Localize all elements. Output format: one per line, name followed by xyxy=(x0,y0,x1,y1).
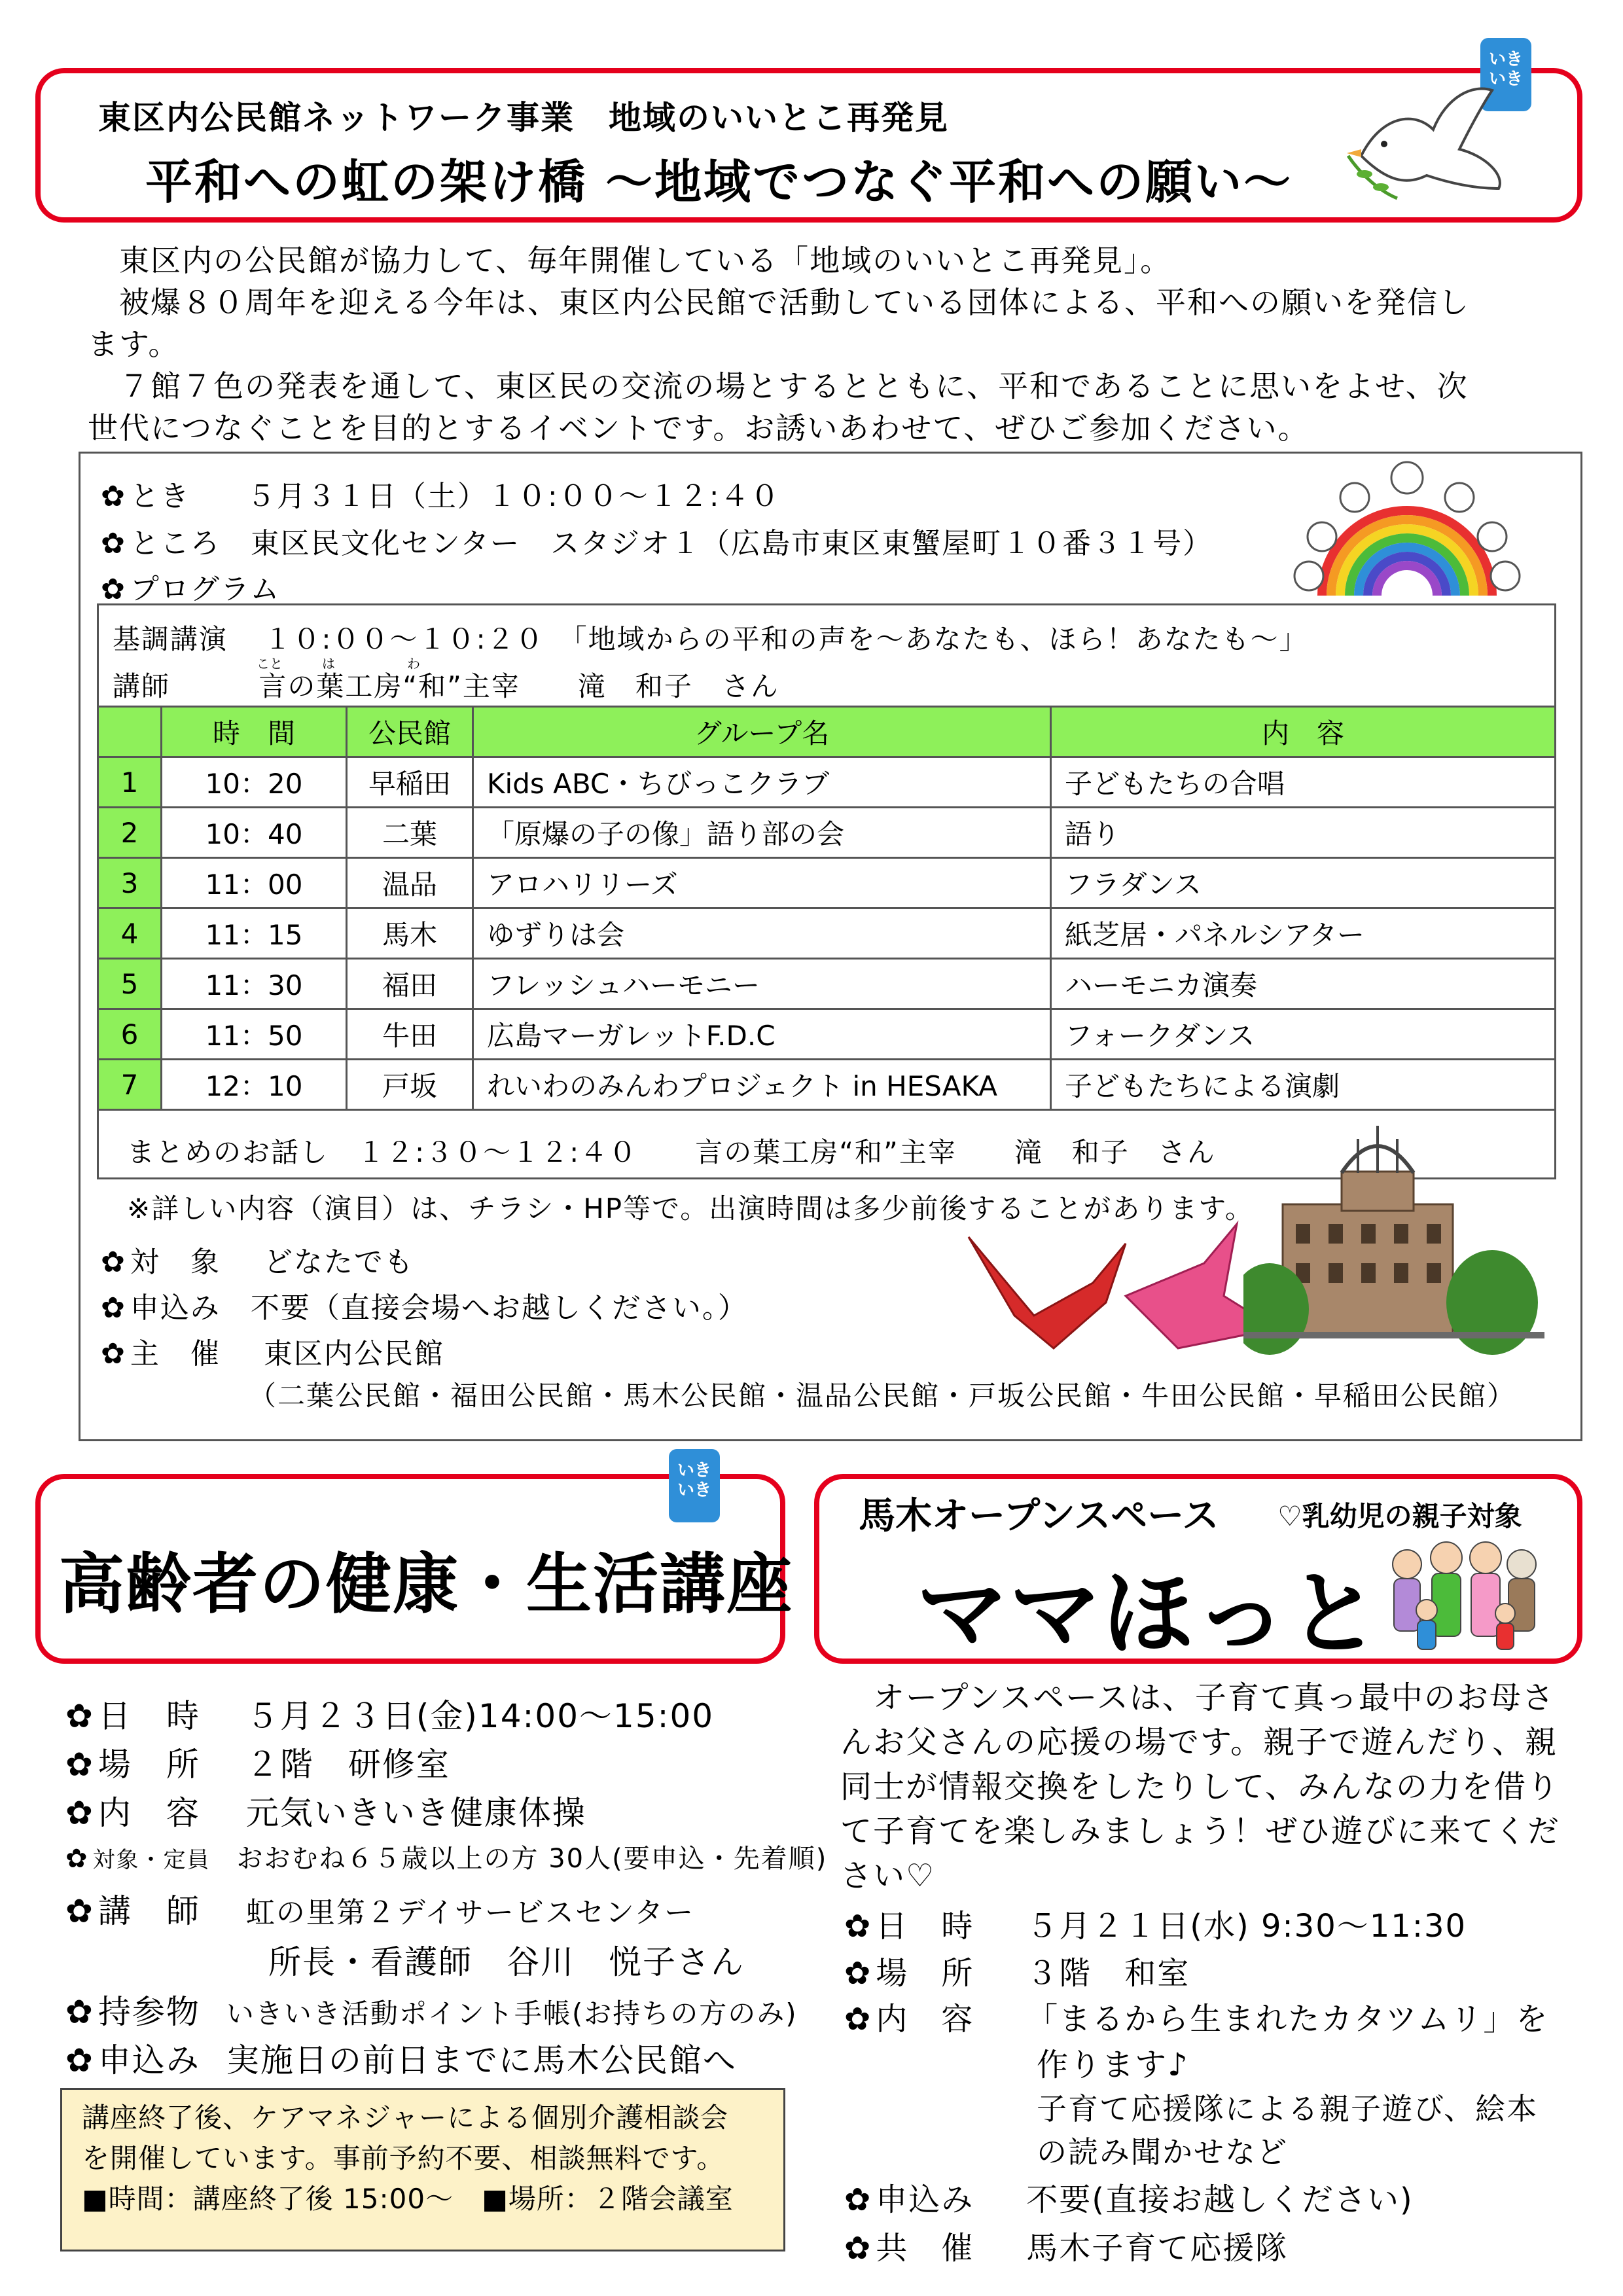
flower-bullet-icon: ✿ xyxy=(844,1908,872,1945)
flower-bullet-icon: ✿ xyxy=(65,1993,94,2031)
health-item: ✿ 申込み 実施日の前日までに馬木公民館へ xyxy=(65,2041,737,2079)
host-label: 主 催 xyxy=(130,1337,221,1371)
row-content: フラダンス xyxy=(1051,858,1556,908)
health-item: ✿ 講 師 虹の里第２デイサービスセンター xyxy=(65,1892,695,1930)
when-label: とき xyxy=(130,480,190,513)
event-when xyxy=(101,473,781,514)
flower-bullet-icon: ✿ xyxy=(101,1337,126,1371)
row-hall: 牛田 xyxy=(347,1009,473,1060)
where-value: 東区民文化センター スタジオ１（広島市東区東蟹屋町１０番３１号） xyxy=(250,527,1213,560)
program-note: ※詳しい内容（演目）は、チラシ・HP等で。出演時間は多少前後することがあります。 xyxy=(127,1193,1254,1225)
intro-line: 被爆８０周年を迎える今年は、東区内公民館で活動している団体による、平和への願いを発信し xyxy=(88,285,1470,320)
row-content: ハーモニカ演奏 xyxy=(1051,959,1556,1009)
flower-bullet-icon: ✿ xyxy=(65,1794,94,1832)
row-hall: 二葉 xyxy=(347,808,473,858)
col-header-no xyxy=(98,707,162,757)
row-hall: 馬木 xyxy=(347,908,473,959)
row-hall: 戸坂 xyxy=(347,1060,473,1110)
row-number: 4 xyxy=(98,908,162,959)
mama-intro: オープンスペースは、子育て真っ最中のお母さ んお父さんの応援の場です。親子で遊んだり、親 同士が情報交換をしたりして、みんなの力を借り て子育てを楽しみましょう！ぜひ遊びに来てくだ さい♡ xyxy=(840,1679,1561,1894)
header-subtitle: 東区内公民館ネットワーク事業 地域のいいとこ再発見 xyxy=(98,99,949,137)
event-host xyxy=(101,1330,444,1372)
health-item: ✿ 場 所 ２階 研修室 xyxy=(65,1746,450,1784)
target-value: どなたでも xyxy=(263,1246,414,1279)
mama-item: ✿ 日 時 ５月２１日(水) 9:30～11:30 xyxy=(844,1908,1467,1945)
lecturer xyxy=(113,665,779,704)
host-value: 東区内公民館 xyxy=(263,1337,444,1371)
table-row xyxy=(98,1060,1556,1110)
lecturer-value: 言の葉工房“和”主宰 滝 和子 さん xyxy=(259,670,779,702)
mama-item: ✿ 申込み 不要(直接お越しください) xyxy=(844,2181,1414,2218)
program-table xyxy=(97,706,1556,1111)
closing-talk: まとめのお話し １２:３０～１２:４０ 言の葉工房“和”主宰 滝 和子 さん xyxy=(127,1136,1216,1168)
health-title: 高齢者の健康・生活講座 xyxy=(59,1546,793,1623)
flower-bullet-icon: ✿ xyxy=(65,2041,94,2079)
row-content: フォークダンス xyxy=(1051,1009,1556,1060)
flower-bullet-icon: ✿ xyxy=(65,1697,94,1735)
ikiiki-badge: いき いき xyxy=(1480,38,1531,111)
flower-bullet-icon: ✿ xyxy=(101,480,126,513)
health-item: ✿ 内 容 元気いきいき健康体操 xyxy=(65,1794,586,1832)
row-group: ゆずりは会 xyxy=(473,908,1051,959)
apply-value: 不要（直接会場へお越しください。） xyxy=(250,1291,748,1325)
row-time: 10：20 xyxy=(162,757,347,808)
event-where xyxy=(101,520,1213,562)
when-value: ５月３１日（土）１０:００～１２:４０ xyxy=(246,480,781,513)
row-time: 12：10 xyxy=(162,1060,347,1110)
event-program xyxy=(101,565,280,607)
table-row xyxy=(98,908,1556,959)
host-list: （二葉公民館・福田公民館・馬木公民館・温品公民館・戸坂公民館・牛田公民館・早稲田公民館） xyxy=(249,1380,1516,1412)
col-header-time: 時 間 xyxy=(162,707,347,757)
row-hall: 温品 xyxy=(347,858,473,908)
row-group: アロハリリーズ xyxy=(473,858,1051,908)
atomic-dome-icon xyxy=(1243,1113,1544,1361)
where-label: ところ xyxy=(130,527,221,560)
rainbow-icon xyxy=(1283,452,1531,609)
row-group: れいわのみんわプロジェクト in HESAKA xyxy=(473,1060,1051,1110)
row-number: 7 xyxy=(98,1060,162,1110)
row-number: 1 xyxy=(98,757,162,808)
mama-item: 子育て応援隊による親子遊び、絵本 xyxy=(1037,2091,1539,2126)
flower-bullet-icon: ✿ xyxy=(101,1246,126,1279)
health-item: ✿ 日 時 ５月２３日(金)14:00～15:00 xyxy=(65,1697,715,1735)
mama-item: ✿ 内 容 「まるから生まれたカタツムリ」を xyxy=(844,2001,1549,2037)
intro-line: ７館７色の発表を通して、東区民の交流の場とするとともに、平和であることに思いをよせ、次 xyxy=(88,368,1469,404)
mama-target-tag: ♡乳幼児の親子対象 xyxy=(1277,1500,1522,1532)
keynote xyxy=(113,618,1308,657)
flower-bullet-icon: ✿ xyxy=(844,2230,872,2267)
table-header-row xyxy=(98,707,1556,757)
health-item: ✿ 持参物 いきいき活動ポイント手帳(お持ちの方のみ) xyxy=(65,1993,798,2031)
flower-bullet-icon: ✿ xyxy=(844,1955,872,1992)
row-time: 11：50 xyxy=(162,1009,347,1060)
row-number: 2 xyxy=(98,808,162,858)
row-hall: 福田 xyxy=(347,959,473,1009)
family-icon xyxy=(1381,1532,1544,1656)
health-item: 所長・看護師 谷川 悦子さん xyxy=(268,1943,745,1981)
event-target xyxy=(101,1238,414,1280)
table-row xyxy=(98,1009,1556,1060)
col-header-group: グループ名 xyxy=(473,707,1051,757)
lecturer-ruby: こと は わ xyxy=(257,656,420,672)
row-content: 紙芝居・パネルシアター xyxy=(1051,908,1556,959)
row-time: 10：40 xyxy=(162,808,347,858)
row-content: 子どもたちによる演劇 xyxy=(1051,1060,1556,1110)
mama-subtitle: 馬木オープンスペース xyxy=(859,1495,1219,1537)
target-label: 対 象 xyxy=(130,1246,221,1279)
table-row xyxy=(98,858,1556,908)
mama-item: ✿ 共 催 馬木子育て応援隊 xyxy=(844,2230,1289,2267)
keynote-label: 基調講演 xyxy=(113,623,228,655)
health-item: ✿ 対象・定員 おおむね６５歳以上の方 30人(要申込・先着順) xyxy=(65,1844,828,1874)
dove-icon xyxy=(1335,77,1512,208)
flower-bullet-icon: ✿ xyxy=(844,2001,872,2037)
row-number: 5 xyxy=(98,959,162,1009)
intro-line: ます。 xyxy=(88,327,180,362)
lecturer-label: 講師 xyxy=(113,670,171,702)
row-number: 3 xyxy=(98,858,162,908)
table-row xyxy=(98,808,1556,858)
consultation-note: 講座終了後、ケアマネジャーによる個別介護相談会 を開催しています。事前予約不要、相談無料です。 ■時間：講座終了後 15:00～ ■場所：２階会議室 xyxy=(60,2088,785,2251)
row-time: 11：00 xyxy=(162,858,347,908)
row-time: 11：30 xyxy=(162,959,347,1009)
col-header-hall: 公民館 xyxy=(347,707,473,757)
flower-bullet-icon: ✿ xyxy=(65,1844,89,1874)
mama-item: ✿ 場 所 ３階 和室 xyxy=(844,1955,1190,1992)
flower-bullet-icon: ✿ xyxy=(844,2181,872,2218)
intro-line: 世代につなぐことを目的とするイベントです。お誘いあわせて、ぜひご参加ください。 xyxy=(88,410,1310,446)
row-content: 語り xyxy=(1051,808,1556,858)
event-apply xyxy=(101,1284,748,1326)
header-title: 平和への虹の架け橋 ～地域でつなぐ平和への願い～ xyxy=(145,154,1293,209)
ikiiki-badge: いき いき xyxy=(669,1449,720,1522)
intro-line: 東区内の公民館が協力して、毎年開催している「地域のいいとこ再発見」。 xyxy=(88,243,1172,278)
mama-title: ママほっと xyxy=(916,1561,1382,1668)
intro-text xyxy=(88,240,1567,449)
apply-label: 申込み xyxy=(130,1291,221,1325)
table-row xyxy=(98,757,1556,808)
col-header-content: 内 容 xyxy=(1051,707,1556,757)
flower-bullet-icon: ✿ xyxy=(65,1746,94,1784)
row-group: 広島マーガレットF.D.C xyxy=(473,1009,1051,1060)
table-row xyxy=(98,959,1556,1009)
row-hall: 早稲田 xyxy=(347,757,473,808)
row-content: 子どもたちの合唱 xyxy=(1051,757,1556,808)
keynote-value: １０:００～１０:２０ 「地域からの平和の声を～あなたも、ほら！あなたも～」 xyxy=(264,623,1308,655)
flower-bullet-icon: ✿ xyxy=(101,1291,126,1325)
row-time: 11：15 xyxy=(162,908,347,959)
row-number: 6 xyxy=(98,1009,162,1060)
mama-item: 作ります♪ xyxy=(1037,2047,1189,2083)
flower-bullet-icon: ✿ xyxy=(65,1892,94,1930)
row-group: Kids ABC・ちびっこクラブ xyxy=(473,757,1051,808)
row-group: フレッシュハーモニー xyxy=(473,959,1051,1009)
program-label: プログラム xyxy=(130,573,281,606)
row-group: 「原爆の子の像」語り部の会 xyxy=(473,808,1051,858)
flower-bullet-icon: ✿ xyxy=(101,573,126,606)
mama-item: の読み聞かせなど xyxy=(1037,2134,1288,2170)
flower-bullet-icon: ✿ xyxy=(101,527,126,560)
